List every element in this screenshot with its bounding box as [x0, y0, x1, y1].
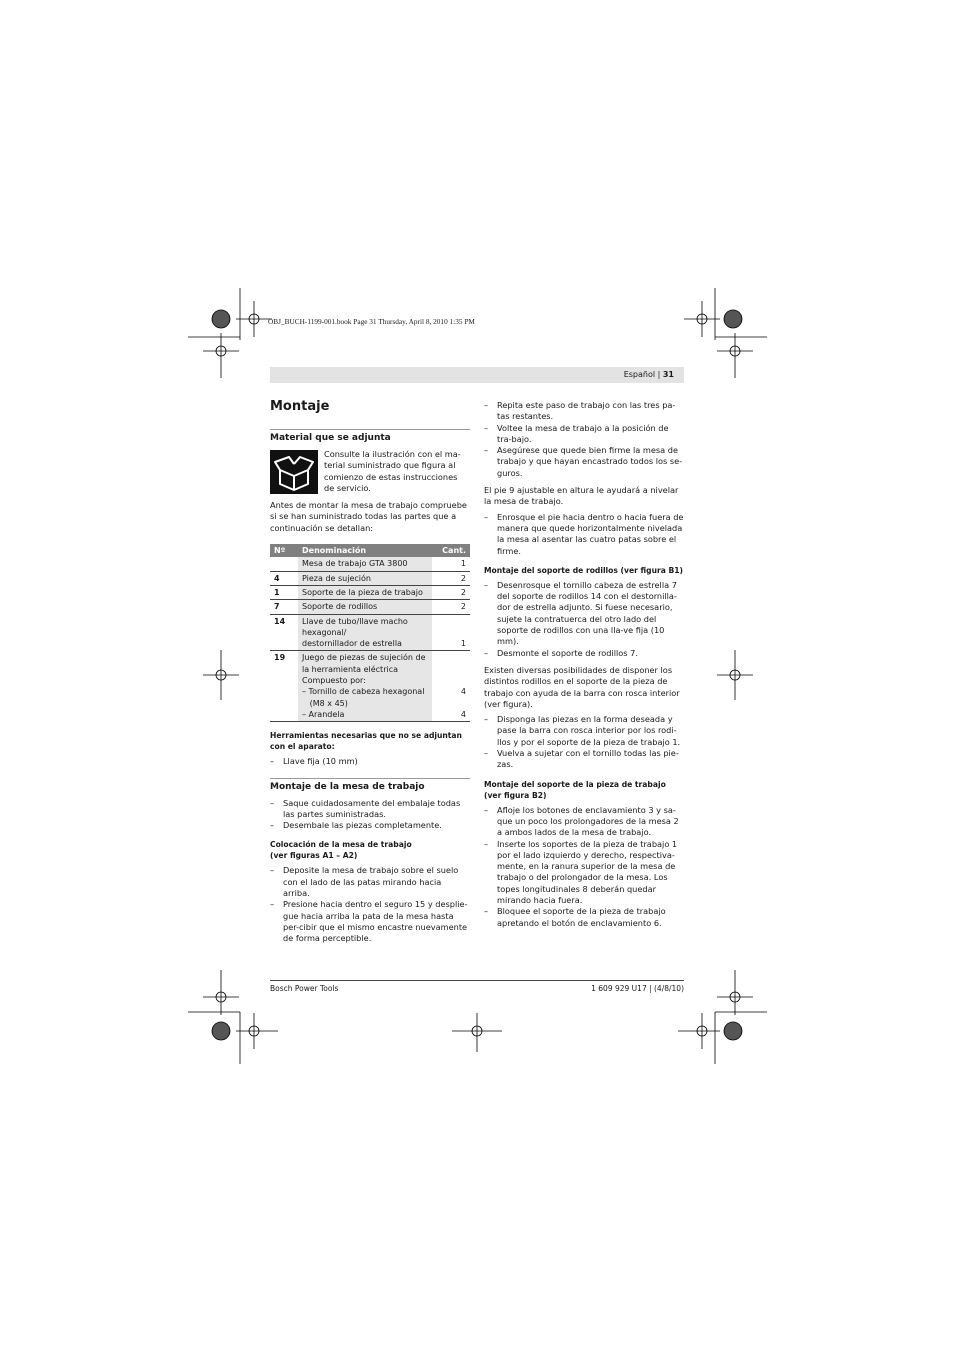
steps-list — [484, 400, 684, 479]
list-item: – Deposite la mesa de trabajo sobre el suelo con el lado de las patas mirando hacia arriba. — [270, 865, 470, 899]
workpiece-list — [484, 805, 684, 929]
part-denomination — [298, 614, 432, 651]
part-denomination — [298, 651, 432, 722]
list-item: – Desembale las piezas completamente. — [270, 820, 470, 831]
material-intro: Antes de montar la mesa de trabajo compruebe si se han suministrado todas las partes que a continuación se detallan: — [270, 500, 467, 533]
table-header-row — [270, 544, 470, 557]
col-denomination: Denominación — [298, 544, 432, 557]
part-number: 4 — [270, 571, 298, 585]
denomination-line: Mesa de trabajo GTA 3800 — [302, 559, 408, 569]
list-item: – Desmonte el soporte de rodillos 7. — [484, 648, 684, 659]
denomination-line: Soporte de la pieza de trabajo — [302, 587, 423, 597]
part-denomination — [298, 557, 432, 571]
page-footer — [270, 980, 684, 993]
part-denomination — [298, 571, 432, 585]
table-row — [270, 600, 470, 614]
file-header: OBJ_BUCH-1199-001.book Page 31 Thursday, April 8, 2010 1:35 PM — [268, 317, 475, 326]
list-item: – Voltee la mesa de trabajo a la posición de tra-bajo. — [484, 423, 684, 446]
box-icon — [270, 450, 318, 494]
table-row — [270, 614, 470, 651]
roller-list — [484, 580, 684, 659]
quantity-line — [436, 652, 466, 663]
quantity-line: 2 — [460, 573, 466, 583]
part-quantity — [432, 585, 470, 599]
part-quantity — [432, 557, 470, 571]
denomination-line: hexagonal/ — [302, 627, 347, 637]
page-number: 31 — [662, 370, 674, 379]
box-text: Consulte la ilustración con el ma-terial suministrado que figura al comienzo de estas instrucciones de servicio. — [324, 449, 461, 493]
list-item: – Desenrosque el tornillo cabeza de estrella 7 del soporte de rodillos 14 con el destornilla-dor de estrella adjunto. Si fuese necesario, sujete la contratuerca del otro lado del soporte de rodillos con una lla-ve fija (10 mm). — [484, 580, 684, 648]
mount-table-heading: Montaje de la mesa de trabajo — [270, 781, 425, 792]
table-row — [270, 557, 470, 571]
quantity-line: 1 — [460, 639, 466, 649]
part-number — [270, 557, 298, 571]
list-item: – Disponga las piezas en la forma deseada y pase la barra con rosca interior por los rodi-llos y por el soporte de la pieza de trabajo 1. — [484, 714, 684, 748]
workpiece-heading: Montaje del soporte de la pieza de trabajo (ver figura B2) — [484, 779, 666, 800]
list-item: – Repita este paso de trabajo con las tres pa-tas restantes. — [484, 400, 684, 423]
right-column — [484, 400, 684, 929]
part-number: 19 — [270, 651, 298, 722]
part-quantity — [432, 651, 470, 722]
quantity-line: 4 — [460, 709, 466, 719]
part-quantity — [432, 600, 470, 614]
foot-list — [484, 512, 684, 557]
placement-heading: Colocación de la mesa de trabajo (ver figuras A1 – A2) — [270, 840, 412, 861]
table-row — [270, 651, 470, 722]
mount-list — [270, 798, 470, 832]
tools-heading: Herramientas necesarias que no se adjuntan con el aparato: — [270, 731, 462, 752]
list-item: – Bloquee el soporte de la pieza de trabajo apretando el botón de enclavamiento 6. — [484, 906, 684, 929]
material-heading: Material que se adjunta — [270, 433, 391, 443]
denomination-line: la herramienta eléctrica — [302, 664, 399, 674]
denomination-line: – Tornillo de cabeza hexagonal — [302, 687, 425, 697]
denomination-line: Pieza de sujeción — [302, 573, 371, 583]
part-number: 14 — [270, 614, 298, 651]
quantity-line: 2 — [460, 602, 466, 612]
part-quantity — [432, 571, 470, 585]
quantity-line: 1 — [460, 559, 466, 569]
part-number: 7 — [270, 600, 298, 614]
tools-list — [270, 756, 470, 767]
list-item: – Enrosque el pie hacia dentro o hacia fuera de manera que quede horizontalmente nivelada la mesa al asentar las cuatro patas sobre el firme. — [484, 512, 684, 557]
language-bar: Español | 31 — [270, 367, 684, 383]
list-item: – Llave fija (10 mm) — [270, 756, 470, 767]
part-denomination — [298, 585, 432, 599]
quantity-line: 2 — [460, 587, 466, 597]
foot-text: El pie 9 ajustable en altura le ayudará a nivelar la mesa de trabajo. — [484, 485, 679, 507]
denomination-line: (M8 x 45) — [302, 698, 348, 708]
placement-list — [270, 865, 470, 944]
denomination-line: Juego de piezas de sujeción de — [302, 653, 426, 663]
quantity-line — [436, 698, 466, 709]
list-item: – Inserte los soportes de la pieza de trabajo 1 por el lado izquierdo y derecho, respectiva-mente, en la ranura superior de la mesa de trabajo o del prolongador de la mesa. Los topes longitudinales 8 deberán quedar mirando hacia fuera. — [484, 839, 684, 907]
quantity-line: 4 — [460, 687, 466, 697]
quantity-line — [436, 627, 466, 638]
part-number: 1 — [270, 585, 298, 599]
roller-heading: Montaje del soporte de rodillos (ver figura B1) — [484, 565, 684, 575]
denomination-line: Llave de tubo/llave macho — [302, 616, 408, 626]
roller-list-2 — [484, 714, 684, 770]
quantity-line — [436, 675, 466, 686]
parts-table — [270, 544, 470, 722]
list-item: – Presione hacia dentro el seguro 15 y desplie-gue hacia arriba la pata de la mesa hasta per-cibir que el mismo encastre nuevamente de forma perceptible. — [270, 899, 470, 944]
quantity-line — [436, 664, 466, 675]
denomination-line: Soporte de rodillos — [302, 602, 378, 612]
list-item: – Vuelva a sujetar con el tornillo todas las pie-zas. — [484, 748, 684, 771]
roller-text: Existen diversas posibilidades de disponer los distintos rodillos en el soporte de la pieza de trabajo con ayuda de la barra con rosca interior (ver figura). — [484, 664, 680, 709]
part-quantity — [432, 614, 470, 651]
list-item: – Afloje los botones de enclavamiento 3 y sa-que un poco los prolongadores de la mesa 2 a ambos lados de la mesa de trabajo. — [484, 805, 684, 839]
denomination-line: destornillador de estrella — [302, 639, 402, 649]
part-denomination — [298, 600, 432, 614]
page-title: Montaje — [270, 399, 330, 414]
col-quantity: Cant. — [432, 544, 470, 557]
quantity-line — [436, 616, 466, 627]
footer-right: 1 609 929 U17 | (4/8/10) — [591, 984, 684, 993]
table-row — [270, 571, 470, 585]
list-item: – Asegúrese que quede bien firme la mesa de trabajo y que hayan encastrado todos los se-guros. — [484, 445, 684, 479]
denomination-line: Compuesto por: — [302, 676, 366, 686]
col-number: Nº — [270, 544, 298, 557]
list-item: – Saque cuidadosamente del embalaje todas las partes suministradas. — [270, 798, 470, 821]
left-column — [270, 429, 470, 945]
language-label: Español — [623, 370, 656, 379]
denomination-line: – Arandela — [302, 709, 345, 719]
table-row — [270, 585, 470, 599]
footer-left: Bosch Power Tools — [270, 984, 339, 993]
